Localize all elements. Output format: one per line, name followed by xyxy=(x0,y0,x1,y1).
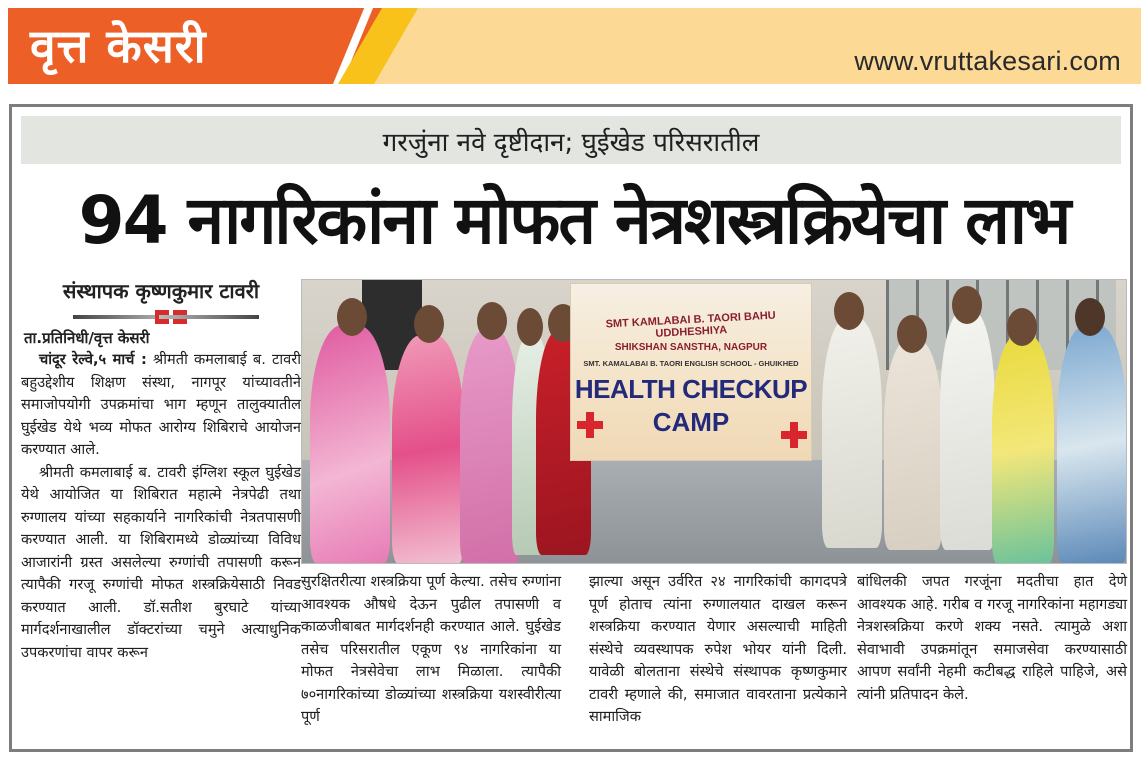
banner-org-line-1: SMT KAMLABAI B. TAORI BAHU UDDHESHIYA xyxy=(605,309,777,340)
kicker-text: गरजुंना नवे दृष्टीदान; घुईखेड परिसरातील xyxy=(382,128,760,158)
paragraph-1: श्रीमती कमलाबाई ब. टावरी बहुउद्देशीय शिक्षण संस्था, नागपूर यांच्यावतीने समाजोपयोगी उपक्रमांचा भाग म्हणून तालुक्यातील घुईखेड येथे भव्य मोफत आरोग्य शिबिराचे आयोजन करण्यात आले. xyxy=(21,351,301,458)
left-column xyxy=(21,273,301,664)
banner-org-line-2: SHIKSHAN SANSTHA, NAGPUR xyxy=(614,342,768,353)
ornamental-divider xyxy=(33,310,289,324)
newspaper-logo: वृत्त केसरी xyxy=(30,19,207,73)
red-cross-icon xyxy=(781,422,807,448)
column-4-body xyxy=(857,571,1127,706)
column-4-text: बांधिलकी जपत गरजूंना मदतीचा हात देणे आवश्यक आहे. गरीब व गरजू नागरिकांना महागड्या नेत्रशस्त्रक्रिया करणे शक्य नसते. त्यामुळे अशा सेवाभावी उपक्रमांतून समाजसेवा करण्यासाठी आपण सर्वांनी नेहमी कटीबद्ध राहिले पाहिजे, असे त्यांनी प्रतिपादन केले. xyxy=(857,573,1127,703)
article-frame xyxy=(9,104,1133,752)
kicker-band xyxy=(21,116,1121,164)
red-cross-icon xyxy=(577,412,603,438)
banner-org-line-3: SMT. KAMALABAI B. TAORI ENGLISH SCHOOL - GHUIKHED xyxy=(583,359,799,368)
website-url[interactable]: www.vruttakesari.com xyxy=(854,46,1121,76)
left-column-body xyxy=(21,349,301,664)
column-2-body xyxy=(301,571,561,729)
sub-headline: संस्थापक कृष्णकुमार टावरी xyxy=(62,279,260,303)
banner-title-line-2: CAMP xyxy=(652,407,730,437)
dateline: चांदूर रेल्वे,५ मार्च : xyxy=(39,351,147,368)
column-2-text: सुरक्षितरीत्या शस्त्रक्रिया पूर्ण केल्या. तसेच रुग्णांना आवश्यक औषधे देऊन पुढील तपासणी व काळजीबाबत मार्गदर्शनही करण्यात आले. घुईखेड तसेच परिसरातील एकूण ९४ नागरिकांना या मोफत नेत्रसेवेचा लाभ मिळाला. त्यापैकी ७०नागरिकांच्या डोळ्यांच्या शस्त्रक्रिया यशस्वीरीत्या पूर्ण xyxy=(301,573,561,725)
byline: ता.प्रतिनिधी/वृत्त केसरी xyxy=(24,329,150,347)
column-3-body xyxy=(589,571,847,729)
event-photo xyxy=(301,279,1127,564)
headline: 94 नागरिकांना मोफत नेत्रशस्त्रक्रियेचा लाभ xyxy=(78,182,1070,259)
banner-title-line-1: HEALTH CHECKUP xyxy=(574,374,808,404)
column-3-text: झाल्या असून उर्वरित २४ नागरिकांची कागदपत्रे पूर्ण होताच त्यांना रुग्णालयात दाखल करून शस्त्रक्रिया करण्यात येणार असल्याची माहिती संस्थेचे व्यवस्थापक रुपेश भोयर यांनी दिली. यावेळी बोलताना संस्थेचे संस्थापक कृष्णकुमार टावरी म्हणाले की, समाजात वावरताना प्रत्येकाने सामाजिक xyxy=(589,573,847,725)
paragraph-2: श्रीमती कमलाबाई ब. टावरी इंग्लिश स्कूल घुईखेड येथे आयोजित या शिबिरात महात्मे नेत्रपेढी तथा रुग्णालय यांच्या सहकार्याने नागरिकांची नेत्रतपासणी करण्यात आली. या शिबिरामध्ये डोळ्यांच्या विविध आजारांनी ग्रस्त असलेल्या रुग्णांची तपासणी करून त्यापैकी गरजू रुग्णांची मोफत शस्त्रक्रियेसाठी निवड करण्यात आली. डॉ.सतीश बुरघाटे यांच्या मार्गदर्शनाखालील डॉक्टरांच्या चमुने अत्याधुनिक उपकरणांचा वापर करून xyxy=(21,463,301,661)
health-camp-banner xyxy=(570,283,812,461)
masthead xyxy=(8,8,1141,84)
